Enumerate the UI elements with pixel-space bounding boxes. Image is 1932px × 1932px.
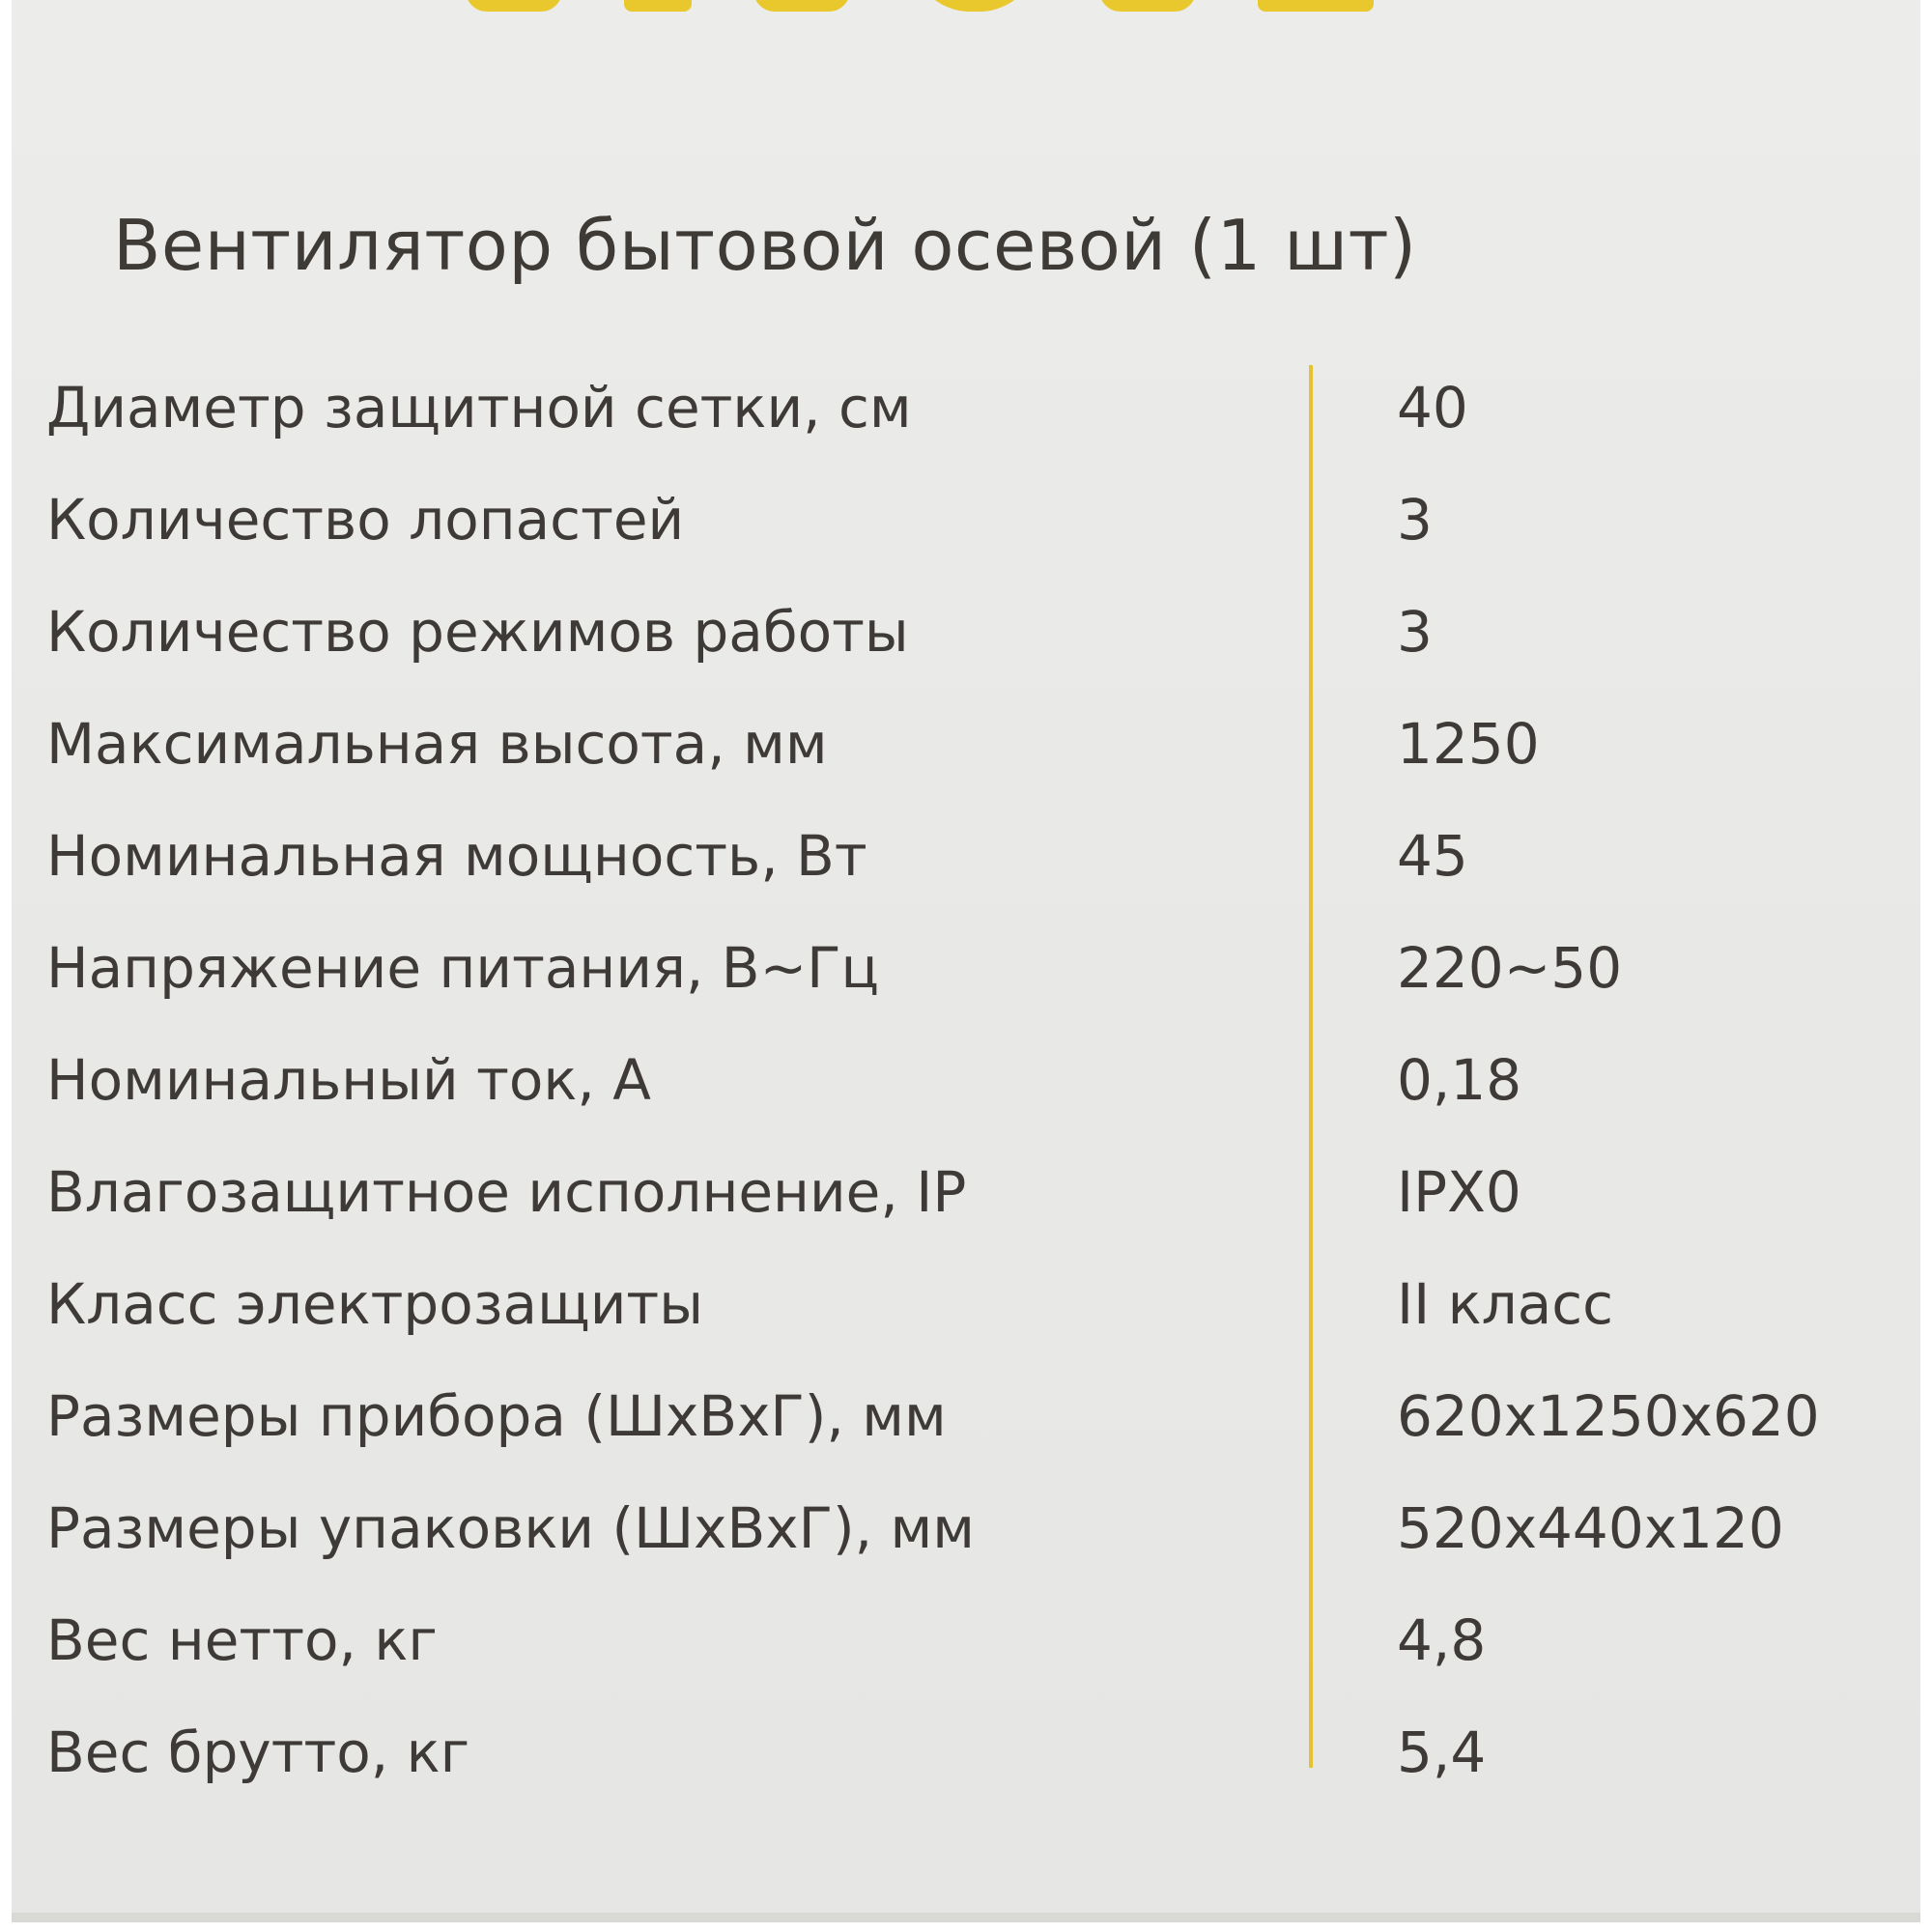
spec-row [46,1256,1882,1368]
spec-value: 40 [1397,375,1468,440]
spec-label: Класс электрозащиты [46,1271,703,1337]
spec-label: Номинальный ток, А [46,1047,651,1113]
spec-row [46,1144,1882,1256]
spec-row [46,1368,1882,1480]
spec-value: 4,8 [1397,1607,1487,1673]
spec-value: 620x1250x620 [1397,1383,1820,1449]
product-title: Вентилятор бытовой осевой (1 шт) [113,205,1417,286]
spec-label: Количество режимов работы [46,599,909,665]
spec-row [46,1032,1882,1144]
spec-label: Вес брутто, кг [46,1719,470,1785]
spec-row [46,471,1882,583]
spec-row [46,1592,1882,1704]
spec-row [46,1704,1882,1816]
brand-logo-fragment [466,0,1374,12]
spec-table [46,359,1882,1816]
spec-label: Номинальная мощность, Вт [46,823,867,889]
spec-label: Влагозащитное исполнение, IP [46,1159,967,1225]
spec-label: Максимальная высота, мм [46,711,828,777]
spec-row [46,808,1882,920]
spec-row [46,696,1882,808]
spec-label: Вес нетто, кг [46,1607,438,1673]
spec-value: 220~50 [1397,935,1623,1001]
spec-value: 3 [1397,599,1433,665]
spec-row [46,1480,1882,1592]
spec-value: 520x440x120 [1397,1495,1784,1561]
spec-label: Размеры упаковки (ШхВхГ), мм [46,1495,975,1561]
spec-row [46,583,1882,696]
spec-label: Диаметр защитной сетки, см [46,375,912,440]
spec-row [46,359,1882,471]
spec-value: 45 [1397,823,1468,889]
spec-label: Размеры прибора (ШхВхГ), мм [46,1383,947,1449]
spec-value: II класс [1397,1271,1614,1337]
spec-value: 0,18 [1397,1047,1522,1113]
spec-sheet [12,0,1920,1922]
spec-label: Напряжение питания, В~Гц [46,935,880,1001]
spec-value: 1250 [1397,711,1540,777]
spec-value: 3 [1397,487,1433,553]
spec-value: 5,4 [1397,1719,1487,1785]
bottom-edge [12,1913,1920,1922]
spec-value: IPX0 [1397,1159,1521,1225]
spec-label: Количество лопастей [46,487,685,553]
spec-row [46,920,1882,1032]
